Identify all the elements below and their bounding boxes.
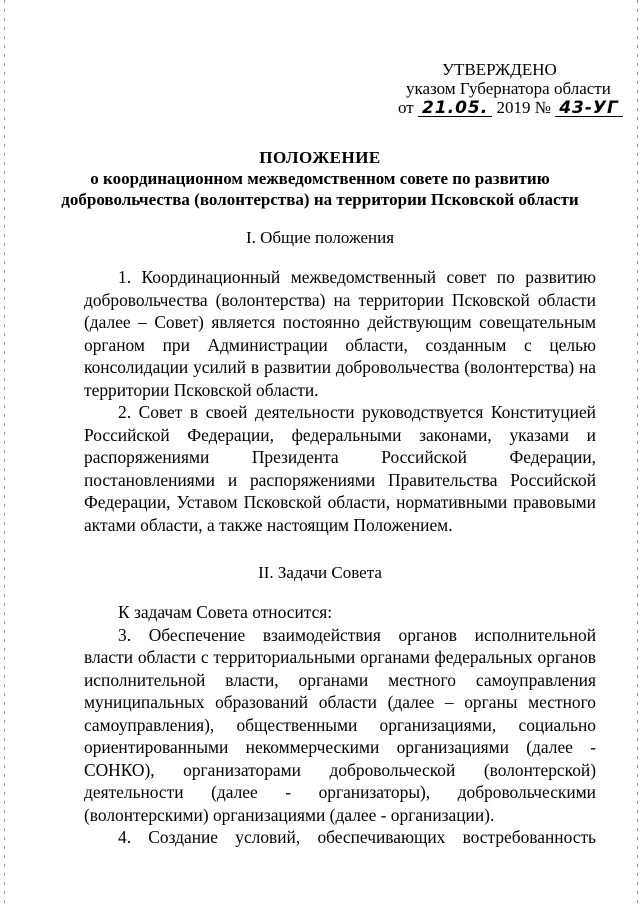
paragraph-4: 4. Создание условий, обеспечивающих востребованность [118, 827, 596, 847]
paragraph-2: 2. Совет в своей деятельности руководствуется Конституцией Российской Федерации, федеральными законами, указами и распоряжениями Президента Российской Федерации, постановлениями и распоряжениями Правительства Российской Федерации, Уставом Псковской области, нормативными правовыми актами области, а также настоящим Положением. [84, 402, 596, 535]
approval-number-handwritten: 43-УГ [555, 101, 623, 117]
title-line-1: о координационном межведомственном совете по развитию [90, 169, 550, 188]
title-line-2: добровольчества (волонтерства) на территории Псковской области [61, 190, 579, 209]
scan-edge-right [637, 0, 638, 905]
approval-year: 2019 № [496, 98, 551, 117]
section-2-heading: II. Задачи Совета [258, 563, 382, 582]
approval-date-handwritten: 21.05. [418, 101, 492, 117]
section-2-intro: К задачам Совета относится: [118, 602, 333, 622]
approval-stamp [398, 60, 619, 118]
section-1-heading: I. Общие положения [245, 228, 395, 247]
approval-from-label: от [398, 98, 414, 117]
section-1-body [84, 266, 596, 536]
paragraph-3: 3. Обеспечение взаимодействия органов исполнительной власти области с территориальными органами федеральных органов исполнительной власти, органами местного самоуправления муниципальных образований области (далее – органы местного самоуправления), общественными организациями, социально ориентированными некоммерческими организациями (далее - СОНКО), организаторами добровольческой (волонтерской) деятельности (далее - организаторы), добровольческими (волонтерскими) организациями (далее - организации). [84, 624, 596, 825]
paragraph-1: 1. Координационный межведомственный совет по развитию добровольчества (волонтерства) на территории Псковской области (далее – Совет) является постоянно действующим совещательным органом при Администрации области, созданным с целью консолидации усилий в развитии добровольчества (волонтерства) на территории Псковской области. [84, 267, 596, 400]
title-heading: ПОЛОЖЕНИЕ [259, 148, 381, 167]
approval-title: УТВЕРЖДЕНО [442, 60, 557, 79]
approval-date-line [398, 98, 619, 118]
scan-edge-left [4, 0, 5, 905]
approval-authority: указом Губернатора области [406, 79, 611, 98]
section-2-body [84, 601, 596, 849]
document-title [0, 147, 640, 210]
